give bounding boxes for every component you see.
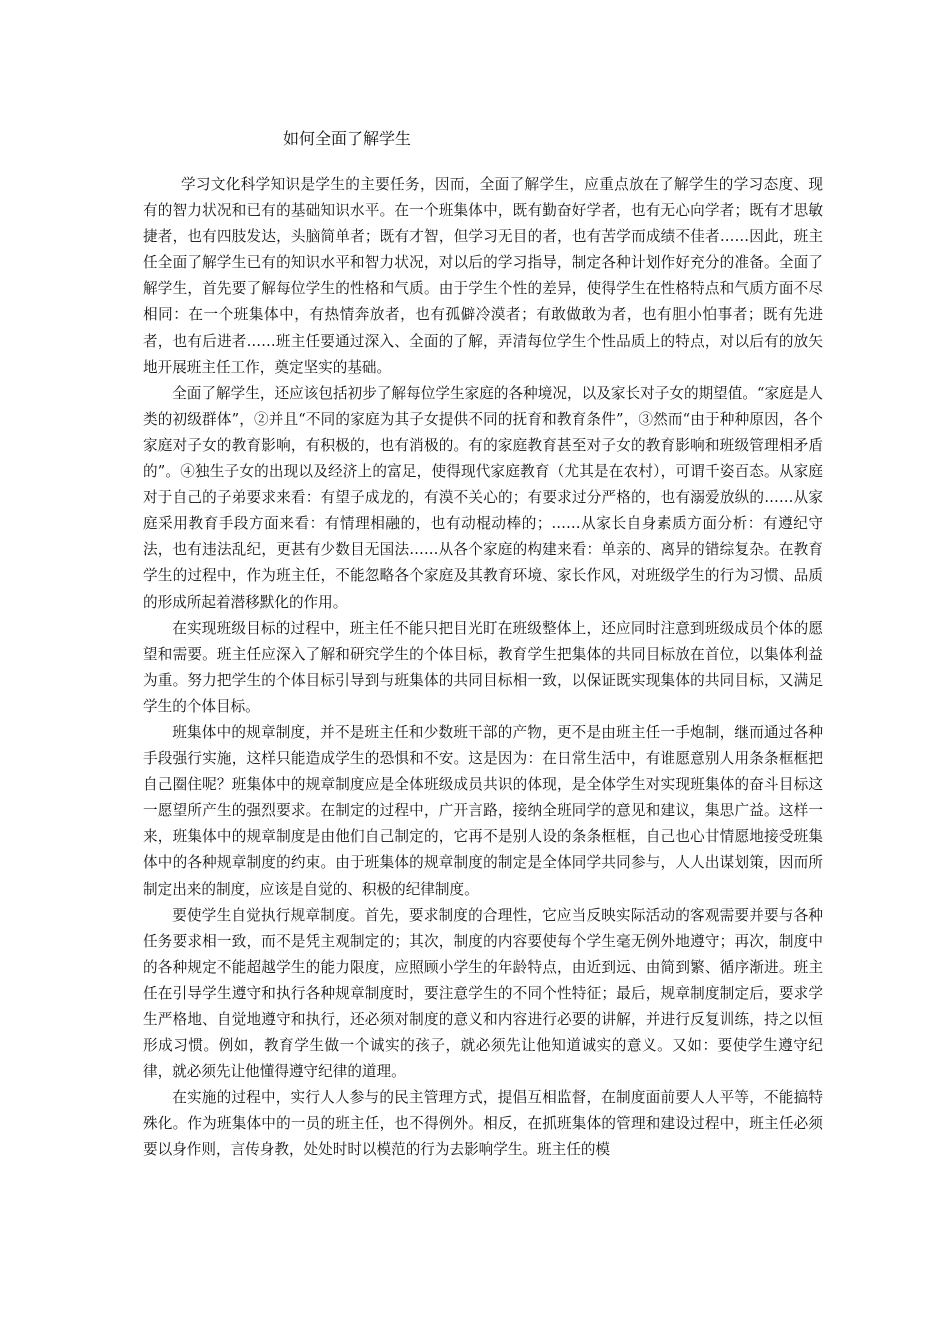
paragraph-1: 学习文化科学知识是学生的主要任务，因而，全面了解学生，应重点放在了解学生的学习态度、现有的智力状况和已有的基础知识水平。在一个班集体中，既有勤奋好学者，也有无心向学者；既有才思敏捷者，也有四肢发达，头脑简单者；既有才智，但学习无目的者，也有苦学而成绩不佳者……因此，班主任全面了解学生已有的知识水平和智力状况，对以后的学习指导，制定各种计划作好充分的准备。全面了解学生，首先要了解每位学生的性格和气质。由于学生个性的差异，使得学生在性格特点和气质方面不尽相同：在一个班集体中，有热情奔放者，也有孤僻冷漠者；有敢做敢为者，也有胆小怕事者；既有先进者，也有后进者……班主任要通过深入、全面的了解，弄清每位学生个性品质上的特点，对以后有的放矢地开展班主任工作，奠定坚实的基础。 bbox=[143, 176, 823, 376]
paragraph-2: 全面了解学生，还应该包括初步了解每位学生家庭的各种境况，以及家长对子女的期望值。“家庭是人类的初级群体”，②并且“不同的家庭为其子女提供不同的抚育和教育条件”，③然而“由于种种原因，各个家庭对子女的教育影响，有积极的，也有消极的。有的家庭教育甚至对子女的教育影响和班级管理相矛盾的”。④独生子女的出现以及经济上的富足，使得现代家庭教育（尤其是在农村），可谓千姿百态。从家庭对于自己的子弟要求来看：有望子成龙的，有漠不关心的；有要求过分严格的，也有溺爱放纵的……从家庭采用教育手段方面来看：有情理相融的，也有动棍动棒的；……从家长自身素质方面分析：有遵纪守法，也有违法乱纪，更甚有少数目无国法……从各个家庭的构建来看：单亲的、离异的错综复杂。在教育学生的过程中，作为班主任，不能忽略各个家庭及其教育环境、家长作风，对班级学生的行为习惯、品质的形成所起着潜移默化的作用。 bbox=[143, 384, 823, 611]
paragraph-3: 在实现班级目标的过程中，班主任不能只把目光盯在班级整体上，还应同时注意到班级成员个体的愿望和需要。班主任应深入了解和研究学生的个体目标，教育学生把集体的共同目标放在首位，以集体利益为重。努力把学生的个体目标引导到与班集体的共同目标相一致，以保证既实现集体的共同目标，又满足学生的个体目标。 bbox=[143, 619, 823, 715]
paragraph-6: 在实施的过程中，实行人人参与的民主管理方式，提倡互相监督，在制度面前要人人平等，不能搞特殊化。作为班集体中的一员的班主任，也不得例外。相反，在抓班集体的管理和建设过程中，班主任必须要以身作则，言传身教，处处时时以模范的行为去影响学生。班主任的模 bbox=[143, 1089, 823, 1159]
paragraph-5: 要使学生自觉执行规章制度。首先，要求制度的合理性，它应当反映实际活动的客观需要并要与各种任务要求相一致，而不是凭主观制定的；其次，制度的内容要使每个学生毫无例外地遵守；再次，制度中的各种规定不能超越学生的能力限度，应照顾小学生的年龄特点，由近到远、由简到繁、循序渐进。班主任在引导学生遵守和执行各种规章制度时，要注意学生的不同个性特征；最后，规章制度制定后，要求学生严格地、自觉地遵守和执行，还必须对制度的意义和内容进行必要的讲解，并进行反复训练，持之以恒形成习惯。例如，教育学生做一个诚实的孩子，就必须先让他知道诚实的意义。又如：要使学生遵守纪律，就必须先让他懂得遵守纪律的道理。 bbox=[143, 906, 823, 1081]
document-body bbox=[143, 172, 823, 1164]
document-title: 如何全面了解学生 bbox=[283, 129, 412, 148]
paragraph-4: 班集体中的规章制度，并不是班主任和少数班干部的产物，更不是由班主任一手炮制，继而通过各种手段强行实施，这样只能造成学生的恐惧和不安。这是因为：在日常生活中，有谁愿意别人用条条框框把自己圈住呢？班集体中的规章制度应是全体班级成员共识的体现，是全体学生对实现班集体的奋斗目标这一愿望所产生的强烈要求。在制定的过程中，广开言路，接纳全班同学的意见和建议，集思广益。这样一来，班集体中的规章制度是由他们自己制定的，它再不是别人设的条条框框，自己也心甘情愿地接受班集体中的各种规章制度的约束。由于班集体的规章制度的制定是全体同学共同参与，人人出谋划策，因而所制定出来的制度，应该是自觉的、积极的纪律制度。 bbox=[143, 723, 823, 898]
